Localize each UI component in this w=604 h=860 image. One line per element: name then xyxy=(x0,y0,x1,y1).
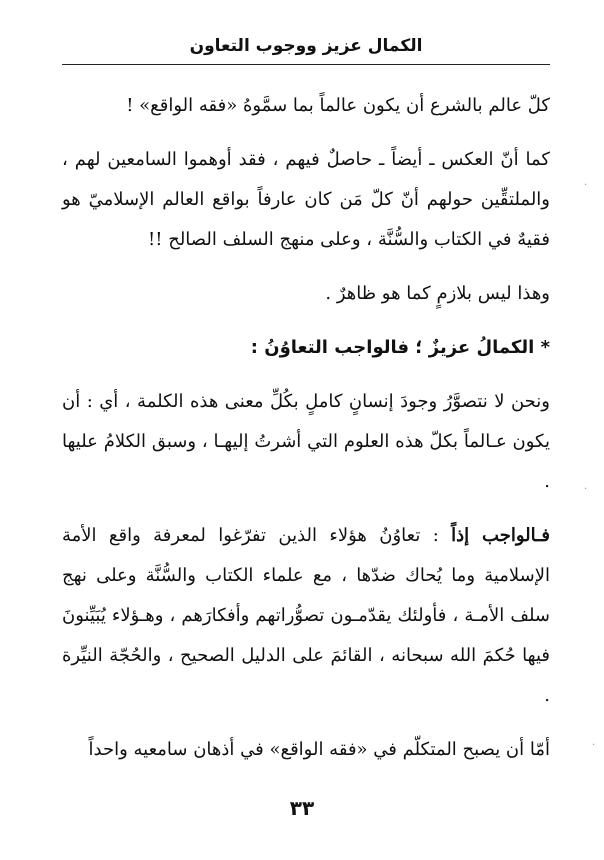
margin-mark: · xyxy=(584,180,588,191)
margin-mark: · xyxy=(592,740,596,751)
section-heading: * الكمالُ عزيزٌ ؛ فالواجب التعاوُنُ : xyxy=(250,337,550,358)
header-rule xyxy=(62,64,550,65)
paragraph-2: كما أنّ العكس ـ أيضاً ـ حاصلٌ فيهم ، فقد أوهموا السامعين لهم ، والملتقِّين حولهم أنّ كلّ مَن كان عارفاً بواقع العالم الإسلاميّ هو فقيهٌ في الكتاب والسُّنَّة ، وعلى منهج السلف الصالح !! xyxy=(62,149,550,250)
paragraph-1: كلّ عالم بالشرع أن يكون عالماً بما سمَّوهُ «فقه الواقع» ! xyxy=(126,95,550,116)
paragraph-4: ونحن لا نتصوَّرُ وجودَ إنسانٍ كاملٍ بكُلِّ معنى هذه الكلمة ، أي : أن يكون عـالماً بكلّ هذه العلوم التي أشرتُ إليهـا ، وسبق الكلامُ عليها . xyxy=(62,391,550,492)
paragraph-6: أمّا أن يصبح المتكلّم في «فقه الواقع» في أذهان سامعيه واحداً xyxy=(88,739,550,760)
body-text xyxy=(62,86,550,784)
margin-mark: · xyxy=(584,484,588,495)
paragraph-3: وهذا ليس بلازمٍ كما هو ظاهرٌ . xyxy=(325,283,550,304)
paragraph-5-text: : تعاوُنُ هؤلاء الذين تفرّغوا لمعرفة واقع الأمة الإسلامية وما يُحاك ضدّها ، مع علماء الكتاب والسُّنَّة وعلى نهج سلف الأمـة ، فأولئك يقدّمـون تصوُّراتهم وأفكارَهم ، وهـؤلاء يُبَيِّنونَ فيها حُكمَ الله سبحانه ، القائمَ على الدليل الصحيح ، والحُجّة النيِّرة . xyxy=(62,525,550,706)
paragraph-5 xyxy=(62,516,550,716)
running-header: الكمال عزيز ووجوب التعاون xyxy=(189,36,423,56)
page-number: ٣٣ xyxy=(289,796,315,820)
paragraph-5-lead: فـالواجب إذاً xyxy=(451,525,550,546)
